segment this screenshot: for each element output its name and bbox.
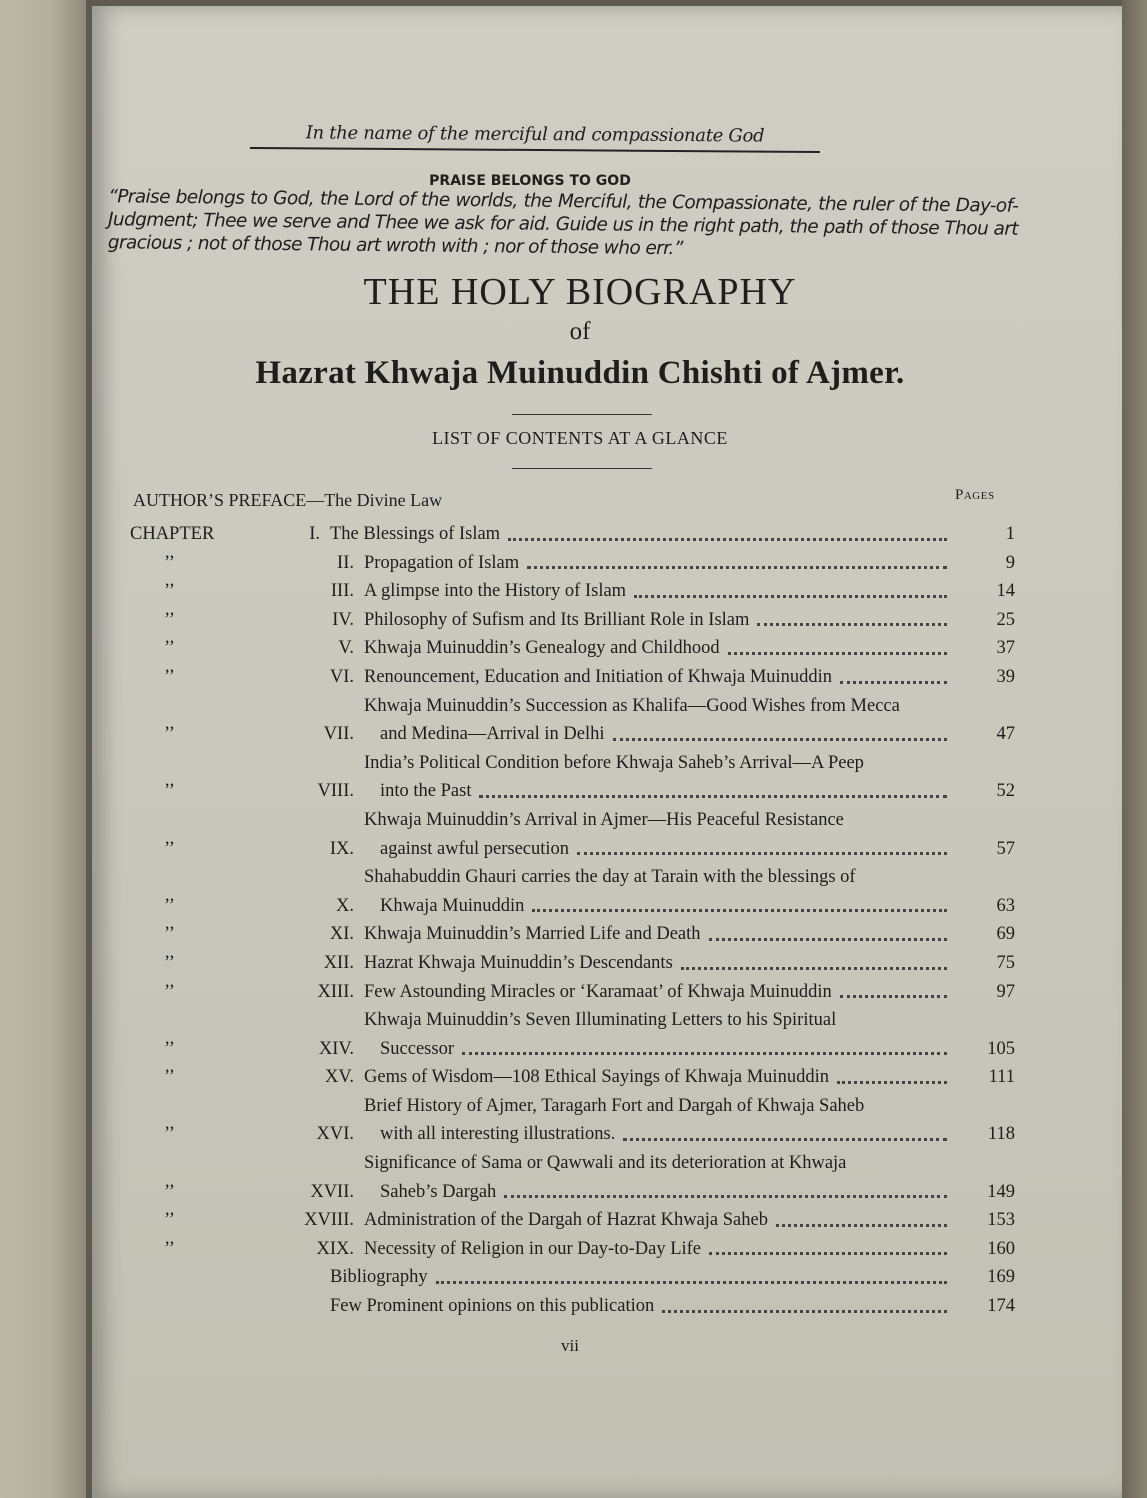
entry-line [364,577,955,606]
toc-entry [130,1092,1015,1149]
dot-leader [840,978,947,999]
entry-body [364,806,955,863]
ditto-mark: ’’ [164,666,175,687]
toc-entry [130,549,1015,578]
dot-leader [709,920,947,941]
chapter-number: XVI. [316,1124,354,1145]
chapter-number: VI. [329,666,354,687]
entry-line [364,978,955,1007]
dot-leader [577,835,947,856]
ditto-mark: ’’ [164,1067,175,1088]
ditto-mark: ’’ [164,638,175,659]
chapter-number: XIII. [317,981,354,1002]
toc-entry [130,1006,1015,1063]
entry-page: 63 [996,895,1015,916]
toc-entry [130,606,1015,635]
entry-line [364,835,955,864]
entry-page: 39 [996,666,1015,687]
toc-entry [130,949,1015,978]
entry-body [364,1006,955,1063]
entry-title: Gems of Wisdom—108 Ethical Sayings of Khwaja Muinuddin [364,1067,829,1088]
entry-line [364,1092,955,1121]
entry-line [330,520,955,549]
entry-title: Saheb’s Dargah [380,1181,497,1202]
ditto-mark: ’’ [164,552,175,573]
ditto-mark: ’’ [164,1124,175,1145]
entry-body [364,1149,955,1206]
entry-page: 105 [987,1038,1015,1059]
facing-page [0,0,86,1498]
entry-title: Khwaja Muinuddin [380,895,525,916]
book-title: THE HOLY BIOGRAPHY [363,271,797,313]
divider [512,468,652,469]
toc-entry [130,634,1015,663]
invocation: In the name of the merciful and compassionate God [250,122,820,153]
entry-page: 57 [996,838,1015,859]
entry-title: Shahabuddin Ghauri carries the day at Tarain with the blessings of [364,867,856,888]
chapter-number: VII. [323,724,354,745]
toc-entry [130,1206,1015,1235]
entry-body [330,520,955,549]
ditto-mark: ’’ [164,781,175,802]
entry-page: 69 [996,924,1015,945]
entry-page: 25 [996,609,1015,630]
entry-title: Administration of the Dargah of Hazrat Khwaja Saheb [364,1210,768,1231]
entry-title: Significance of Sama or Qawwali and its deterioration at Khwaja [364,1153,847,1174]
entry-body [364,949,955,978]
entry-line [364,1149,955,1178]
page-number: vii [561,1336,579,1355]
toc-entry [130,1292,1015,1321]
ditto-mark: ’’ [164,838,175,859]
entry-line [364,1235,955,1264]
entry-page: 118 [987,1124,1015,1145]
dot-leader [508,520,947,541]
book-cover-edge [1122,0,1147,1498]
toc-entry [130,863,1015,920]
dot-leader [840,663,947,684]
praise-heading: PRAISE BELONGS TO GOD [429,173,631,189]
entry-page: 174 [987,1296,1015,1317]
entry-body [364,920,955,949]
ditto-mark: ’’ [164,895,175,916]
entry-line [364,663,955,692]
entry-line [364,1206,955,1235]
toc-entry [130,1063,1015,1092]
chapter-number: XV. [325,1067,354,1088]
entry-title: and Medina—Arrival in Delhi [380,724,605,745]
entry-title: Few Prominent opinions on this publication [330,1296,655,1317]
entry-body [364,549,955,578]
chapter-number: III. [330,581,354,602]
entry-line [364,1006,955,1035]
chapter-number: X. [336,895,354,916]
dot-leader [776,1206,947,1227]
entry-line [364,692,955,721]
ditto-mark: ’’ [164,724,175,745]
entry-title: India’s Political Condition before Khwaja Saheb’s Arrival—A Peep [364,752,864,773]
entry-line [364,549,955,578]
entry-body [364,577,955,606]
entry-page: 52 [996,781,1015,802]
chapter-number: VIII. [317,781,354,802]
entry-title: Khwaja Muinuddin’s Succession as Khalifa—Good Wishes from Mecca [364,695,900,716]
entry-line [364,863,955,892]
entry-page: 9 [1005,552,1015,573]
entry-line [364,1035,955,1064]
entry-title: Khwaja Muinuddin’s Arrival in Ajmer—His Peaceful Resistance [364,809,844,830]
dot-leader [662,1292,947,1313]
dot-leader [837,1063,947,1084]
ditto-mark: ’’ [164,1238,175,1259]
entry-line [364,1120,955,1149]
dot-leader [623,1120,947,1141]
entry-title: into the Past [380,781,472,802]
entry-title: Brief History of Ajmer, Taragarh Fort and Dargah of Khwaja Saheb [364,1095,865,1116]
toc-entry [130,1263,1015,1292]
dot-leader [479,777,947,798]
entry-page: 97 [996,981,1015,1002]
entry-title: Successor [380,1038,454,1059]
entry-title: Few Astounding Miracles or ‘Karamaat’ of Khwaja Muinuddin [364,981,832,1002]
entry-page: 111 [988,1067,1015,1088]
entry-page: 149 [987,1181,1015,1202]
entry-line [364,720,955,749]
entry-body [364,606,955,635]
entry-line [364,949,955,978]
toc-entry [130,806,1015,863]
entry-line [330,1263,955,1292]
ditto-mark: ’’ [164,1181,175,1202]
entry-body [364,1235,955,1264]
entry-line [364,920,955,949]
book-subject: Hazrat Khwaja Muinuddin Chishti of Ajmer. [255,355,905,391]
chapter-number: IX. [329,838,354,859]
entry-body [364,1063,955,1092]
entry-title: Hazrat Khwaja Muinuddin’s Descendants [364,952,673,973]
entry-body [364,634,955,663]
toc-entry [130,663,1015,692]
chapter-number: V. [338,638,354,659]
dot-leader [681,949,947,970]
entry-line [330,1292,955,1321]
toc-entry [130,1235,1015,1264]
entry-body [330,1292,955,1321]
ditto-mark: ’’ [164,609,175,630]
chapter-number: XIV. [318,1038,354,1059]
divider [512,414,652,415]
toc-entry [130,1149,1015,1206]
chapter-number: XVII. [310,1181,354,1202]
entry-title: Khwaja Muinuddin’s Genealogy and Childhood [364,638,720,659]
dot-leader [757,606,947,627]
entry-line [364,634,955,663]
entry-page: 153 [987,1210,1015,1231]
dot-leader [462,1035,947,1056]
entry-line [364,606,955,635]
toc-entry [130,749,1015,806]
entry-page: 47 [996,724,1015,745]
entry-title: Bibliography [330,1267,428,1288]
entry-page: 37 [996,638,1015,659]
entry-title: against awful persecution [380,838,570,859]
chapter-number: IV. [332,609,354,630]
chapter-label: CHAPTER [130,524,215,544]
entry-line [364,1063,955,1092]
ditto-mark: ’’ [164,1210,175,1231]
dot-leader [634,577,947,598]
ditto-mark: ’’ [164,952,175,973]
toc-list [130,520,1015,1321]
entry-title: A glimpse into the History of Islam [364,581,627,602]
chapter-number: XIX. [316,1238,354,1259]
chapter-number: I. [309,524,320,544]
entry-title: Philosophy of Sufism and Its Brilliant Role in Islam [364,609,750,630]
entry-title: Khwaja Muinuddin’s Married Life and Death [364,924,701,945]
title-of: of [569,318,591,345]
entry-page: 160 [987,1238,1015,1259]
toc-entry [130,920,1015,949]
entry-title: Necessity of Religion in our Day-to-Day Life [364,1238,702,1259]
entry-body [364,663,955,692]
entry-body [364,1206,955,1235]
entry-body [364,978,955,1007]
dot-leader [532,892,947,913]
entry-title: with all interesting illustrations. [380,1124,616,1145]
toc-entry [130,520,1015,549]
chapter-number: II. [337,552,354,573]
dot-leader [436,1263,947,1284]
toc-heading: LIST OF CONTENTS AT A GLANCE [432,428,728,448]
entry-line [364,1178,955,1207]
ditto-mark: ’’ [164,981,175,1002]
entry-page: 1 [1005,524,1015,544]
entry-page: 14 [996,581,1015,602]
entry-body [364,1092,955,1149]
entry-line [364,892,955,921]
pages-label: Pages [955,487,995,503]
dot-leader [613,720,947,741]
dot-leader [527,549,947,570]
dot-leader [709,1235,947,1256]
entry-page: 75 [996,952,1015,973]
entry-body [330,1263,955,1292]
ditto-mark: ’’ [164,1038,175,1059]
entry-body [364,692,955,749]
chapter-number: XVIII. [304,1210,354,1231]
entry-title: Renouncement, Education and Initiation of Khwaja Muinuddin [364,666,833,687]
entry-line [364,777,955,806]
preface-entry: AUTHOR’S PREFACE—The Divine Law [133,490,443,510]
entry-line [364,806,955,835]
dot-leader [504,1178,947,1199]
entry-title: Propagation of Islam [364,552,520,573]
entry-page: 169 [987,1267,1015,1288]
toc-entry [130,577,1015,606]
praise-text: “Praise belongs to God, the Lord of the worlds, the Merciful, the Compassionate, the ruler of the Day-of-Judgment; Thee we serve and Thee we ask for aid. Guide us in the right path, the path of those Thou art gracious ; not of those Thou art wroth with ; nor of those who err.” [107,186,1019,260]
entry-body [364,749,955,806]
toc-entry [130,978,1015,1007]
entry-title: Khwaja Muinuddin’s Seven Illuminating Letters to his Spiritual [364,1010,837,1031]
chapter-number: XI. [329,924,354,945]
toc-entry [130,692,1015,749]
ditto-mark: ’’ [164,581,175,602]
dot-leader [728,634,947,655]
chapter-number: XII. [323,952,354,973]
entry-title: The Blessings of Islam [330,524,501,544]
entry-line [364,749,955,778]
ditto-mark: ’’ [164,924,175,945]
entry-body [364,863,955,920]
